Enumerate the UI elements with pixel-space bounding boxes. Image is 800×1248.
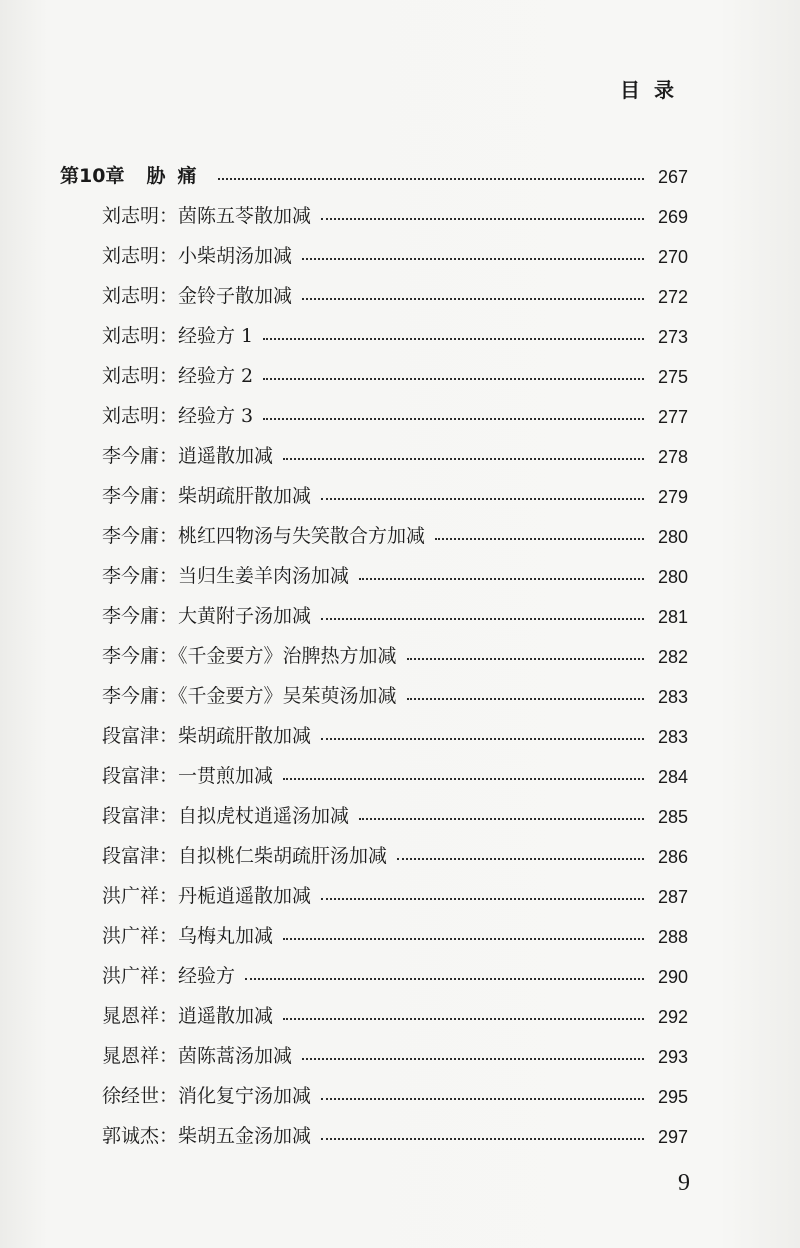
toc-entry-title: 刘志明：经验方 1 [102,325,254,347]
toc-entry [60,988,688,1028]
toc-entry [60,348,688,388]
toc-entry [60,508,688,548]
dot-leader [321,617,644,620]
page-number: 9 [678,1170,690,1196]
chapter-heading [60,148,688,188]
toc-entry-title: 刘志明：小柴胡汤加减 [102,245,293,267]
toc-entry-title: 晁恩祥：逍遥散加减 [102,1005,274,1027]
toc-entry-title: 洪广祥：丹栀逍遥散加减 [102,885,312,907]
dot-leader [283,937,644,940]
toc-entry [60,188,688,228]
toc-entry-title: 李今庸：桃红四物汤与失笑散合方加减 [102,525,426,547]
dot-leader [283,1017,644,1020]
toc-entry-page-number: 269 [657,207,688,227]
toc-entry-page-number: 290 [657,967,688,987]
toc-entry [60,748,688,788]
toc-entry [60,268,688,308]
dot-leader [302,297,644,300]
toc-entry-page-number: 282 [657,647,688,667]
toc-entry-page-number: 278 [657,447,688,467]
toc-entry-title: 李今庸：《千金要方》吴茱萸汤加减 [102,685,397,707]
toc-entry-title: 刘志明：金铃子散加减 [102,285,293,307]
toc-entry-title: 李今庸：逍遥散加减 [102,445,274,467]
dot-leader [321,1137,644,1140]
toc-entry-title: 刘志明：茵陈五苓散加减 [102,205,312,227]
table-of-contents [60,148,688,1148]
toc-entry [60,1108,688,1148]
dot-leader [321,217,644,220]
toc-entry [60,228,688,268]
dot-leader [321,1097,644,1100]
dot-leader [397,857,644,860]
toc-entry [60,668,688,708]
toc-entry-page-number: 275 [657,367,688,387]
toc-entry [60,708,688,748]
dot-leader [359,577,644,580]
toc-entry [60,308,688,348]
toc-entry-page-number: 297 [657,1127,688,1147]
dot-leader [283,777,644,780]
dot-leader [218,177,644,180]
dot-leader [302,257,644,260]
dot-leader [263,417,644,420]
toc-entry [60,948,688,988]
toc-entry-title: 李今庸：当归生姜羊肉汤加减 [102,565,350,587]
toc-entry [60,908,688,948]
toc-entry [60,588,688,628]
toc-entry-page-number: 295 [657,1087,688,1107]
toc-entry-page-number: 292 [657,1007,688,1027]
toc-entry-title: 洪广祥：乌梅丸加减 [102,925,274,947]
toc-entry-page-number: 273 [657,327,688,347]
toc-entry-page-number: 284 [657,767,688,787]
toc-entry-title: 段富津：柴胡疏肝散加减 [102,725,312,747]
toc-entry [60,788,688,828]
toc-entry-page-number: 280 [657,567,688,587]
toc-entry-page-number: 283 [657,687,688,707]
toc-entry-title: 李今庸：《千金要方》治脾热方加减 [102,645,397,667]
toc-entry [60,868,688,908]
dot-leader [407,697,644,700]
dot-leader [407,657,644,660]
chapter-name: 胁痛 [146,165,209,187]
toc-entry-page-number: 280 [657,527,688,547]
toc-entry-page-number: 270 [657,247,688,267]
toc-entry-title: 洪广祥：经验方 [102,965,236,987]
dot-leader [435,537,644,540]
dot-leader [321,897,644,900]
toc-entry-page-number: 283 [657,727,688,747]
toc-entry-page-number: 287 [657,887,688,907]
dot-leader [359,817,644,820]
toc-entry [60,468,688,508]
chapter-title [60,161,218,188]
toc-entry [60,1068,688,1108]
toc-entry [60,1028,688,1068]
running-header: 目录 [620,78,688,102]
toc-entry-title: 段富津：自拟桃仁柴胡疏肝汤加减 [102,845,388,867]
toc-entry [60,548,688,588]
dot-leader [321,737,644,740]
toc-entry-title: 晁恩祥：茵陈蒿汤加减 [102,1045,293,1067]
toc-entry-title: 段富津：一贯煎加减 [102,765,274,787]
dot-leader [263,337,644,340]
toc-entry [60,388,688,428]
dot-leader [302,1057,644,1060]
toc-entry-page-number: 277 [657,407,688,427]
toc-entry-page-number: 285 [657,807,688,827]
toc-entry-page-number: 293 [657,1047,688,1067]
toc-entry-title: 段富津：自拟虎杖逍遥汤加减 [102,805,350,827]
toc-entry-page-number: 288 [657,927,688,947]
chapter-page-number: 267 [657,167,688,187]
dot-leader [283,457,644,460]
toc-entry-title: 刘志明：经验方 2 [102,365,254,387]
toc-entry [60,828,688,868]
toc-entry-title: 郭诚杰：柴胡五金汤加减 [102,1125,312,1147]
dot-leader [263,377,644,380]
toc-entry-title: 刘志明：经验方 3 [102,405,254,427]
dot-leader [245,977,644,980]
toc-entry-page-number: 279 [657,487,688,507]
toc-entries [60,188,688,1148]
toc-entry-title: 李今庸：柴胡疏肝散加减 [102,485,312,507]
toc-entry [60,428,688,468]
toc-entry-title: 徐经世：消化复宁汤加减 [102,1085,312,1107]
toc-entry-page-number: 272 [657,287,688,307]
toc-entry [60,628,688,668]
chapter-label: 第10章 [60,165,125,187]
dot-leader [321,497,644,500]
toc-entry-title: 李今庸：大黄附子汤加减 [102,605,312,627]
toc-entry-page-number: 281 [657,607,688,627]
toc-entry-page-number: 286 [657,847,688,867]
